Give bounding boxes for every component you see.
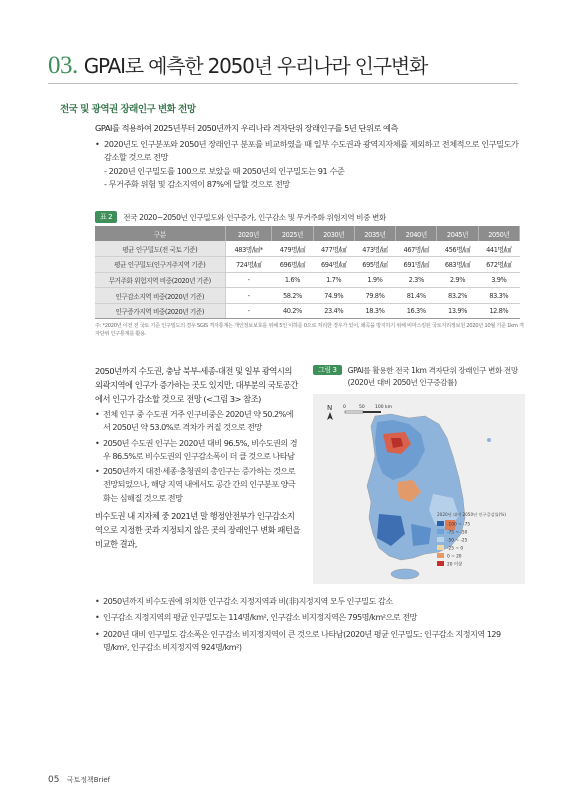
legend-label: 20 이상 <box>447 562 463 568</box>
population-table <box>95 226 520 319</box>
table-cell: 74.9% <box>313 288 354 304</box>
analysis-bullet <box>95 408 300 435</box>
bullet-dot: • <box>95 409 100 419</box>
scale-label: 100 km <box>375 405 393 410</box>
legend-label: -50 ~ -25 <box>447 538 468 544</box>
table-cell: 456명/㎢ <box>437 241 478 257</box>
row-label: 평균 인구밀도(전 국토 기준) <box>95 241 225 257</box>
page-title: GPAI로 예측한 2050년 우리나라 인구변화 <box>83 54 428 78</box>
figure-tag: 그림 3 <box>313 365 342 375</box>
table-cell: 694명/㎢ <box>313 257 354 273</box>
sub-bullet-item: - 2020년 인구밀도를 100으로 보았을 때 2050년의 인구밀도는 91 수준 <box>104 165 345 176</box>
legend-swatch <box>437 545 444 550</box>
row-label: 인구증가지역 비중(2020년 기준) <box>95 303 225 319</box>
table-header-row <box>95 226 520 241</box>
legend-swatch <box>437 561 444 566</box>
bullet-dot: • <box>95 612 100 623</box>
table-cell: - <box>225 272 272 288</box>
bullet-text: 2050년까지 대전·세종·충청권의 총인구는 증가하는 것으로 전망되었으나, 해당 지역 내에서도 공간 간의 인구분포 양극화는 심해질 것으로 전망 <box>103 466 296 503</box>
legend-swatch <box>437 529 444 534</box>
legend-label: -100 ~ -75 <box>447 522 471 528</box>
bullet-item <box>95 138 525 165</box>
comparison-bullet <box>95 611 525 624</box>
bullet-dot: • <box>95 596 100 606</box>
page-header <box>48 50 427 80</box>
table-cell: 81.4% <box>396 288 437 304</box>
table-cell: 696명/㎢ <box>272 257 313 273</box>
table-header-cell: 2035년 <box>354 226 395 241</box>
table-cell: 13.9% <box>437 303 478 319</box>
table-row <box>95 288 520 304</box>
section-number: 03. <box>48 52 78 79</box>
page-number: 05 <box>48 775 60 785</box>
table-cell: 695명/㎢ <box>354 257 395 273</box>
comparison-bullet <box>95 595 525 608</box>
table-cell: 79.8% <box>354 288 395 304</box>
table-header-cell: 구분 <box>95 226 225 241</box>
table-cell: - <box>225 288 272 304</box>
bullet-dot: • <box>95 437 100 448</box>
legend-title: 2020년 대비 2050년 인구증감률(%) <box>437 512 506 517</box>
table-cell: 2.3% <box>396 272 437 288</box>
population-change-map <box>313 394 525 584</box>
table-tag: 표 2 <box>95 211 117 223</box>
table-row <box>95 303 520 319</box>
table-cell: 23.4% <box>313 303 354 319</box>
table-cell: 672명/㎢ <box>478 257 519 273</box>
row-label: 무거주화 위험지역 비중(2020년 기준) <box>95 272 225 288</box>
table-cell: 1.7% <box>313 272 354 288</box>
table-row <box>95 241 520 257</box>
section-title: 전국 및 광역권 장래인구 변화 전망 <box>60 104 196 115</box>
table-cell: 473명/㎢ <box>354 241 395 257</box>
legend-label: -25 ~ 0 <box>447 546 464 552</box>
legend-swatch <box>437 553 444 558</box>
table-header-cell: 2040년 <box>396 226 437 241</box>
table-row <box>95 272 520 288</box>
table-caption <box>95 211 386 223</box>
table-cell: 441명/㎢ <box>478 241 519 257</box>
table-cell: 1.6% <box>272 272 313 288</box>
comparison-bullet <box>95 628 525 655</box>
scale-label: 0 <box>343 405 346 410</box>
bullet-text: 2050년 수도권 인구는 2020년 대비 96.5%, 비수도권의 경우 86.5%로 비수도권의 인구감소폭이 더 클 것으로 나타남 <box>103 437 298 461</box>
legend-swatch <box>437 521 444 526</box>
bullet-text: 전체 인구 중 수도권 거주 인구비중은 2020년 약 50.2%에서 2050년 약 53.0%로 격차가 커질 것으로 전망 <box>103 409 294 433</box>
table-cell: 683명/㎢ <box>437 257 478 273</box>
bullet-text: 2020년 대비 인구밀도 감소폭은 인구감소 비지정지역이 큰 것으로 나타남(2020년 평균 인구밀도: 인구감소 지정지역 129명/km², 인구감소 비지정지역 924명/km²) <box>103 628 501 652</box>
legend-label: -75 ~ -50 <box>447 530 468 536</box>
summary-bullets <box>95 138 525 191</box>
analysis-column <box>95 364 300 551</box>
table-caption-text: 전국 2020~2050년 인구밀도와 인구증가, 인구감소 및 무거주화 위험지역 비중 변화 <box>123 212 386 222</box>
table-cell: 83.2% <box>437 288 478 304</box>
table-cell: 12.8% <box>478 303 519 319</box>
bullet-dot: • <box>95 628 100 639</box>
figure-caption <box>313 365 525 388</box>
table-cell: 2.9% <box>437 272 478 288</box>
table-cell: 467명/㎢ <box>396 241 437 257</box>
table-cell: 83.3% <box>478 288 519 304</box>
north-arrow-icon <box>327 412 333 420</box>
bullet-dot: • <box>95 466 100 477</box>
table-cell: 483명/㎢* <box>225 241 272 257</box>
table-header-cell: 2025년 <box>272 226 313 241</box>
table-cell: 3.9% <box>478 272 519 288</box>
row-label: 평균 인구밀도(인구거주지역 기준) <box>95 257 225 273</box>
bullet-dot: • <box>95 139 100 149</box>
legend-swatch <box>437 537 444 542</box>
bullet-text: 인구감소 지정지역의 평균 인구밀도는 114명/km², 인구감소 비지정지역은 795명/km²으로 전망 <box>103 612 417 623</box>
header-divider <box>48 83 518 84</box>
scale-label: 50 <box>359 405 365 410</box>
bullet-text: 2050년까지 비수도권에 위치한 인구감소 지정지역과 비(非)지정지역 모두 인구밀도 감소 <box>103 596 393 606</box>
table-cell: 479명/㎢ <box>272 241 313 257</box>
figure-caption-text: GPAI를 활용한 전국 1km 격자단위 장래인구 변화 전망(2020년 대비 2050년 인구증감률) <box>347 366 518 387</box>
table-cell: 40.2% <box>272 303 313 319</box>
analysis-bullet <box>95 437 300 464</box>
lead-sentence: GPAI를 적용하여 2025년부터 2050년까지 우리나라 격자단위 장래인구를 5년 단위로 예측 <box>95 123 398 133</box>
sub-bullet-item: - 무거주화 위험 및 감소지역이 87%에 달할 것으로 전망 <box>104 178 290 189</box>
north-arrow-label: N <box>327 404 333 412</box>
table-cell: 724명/㎢ <box>225 257 272 273</box>
row-label: 인구감소지역 비중(2020년 기준) <box>95 288 225 304</box>
table-cell: 691명/㎢ <box>396 257 437 273</box>
table-header-cell: 2020년 <box>225 226 272 241</box>
analysis-paragraph: 2050년까지 수도권, 충남 북부-세종-대전 및 일부 광역시의 외곽지역에 인구가 증가하는 곳도 있지만, 대부분의 국토공간에서 인구가 감소할 것으로 전망 (<그림 3> 참조) <box>95 366 298 404</box>
table-cell: 477명/㎢ <box>313 241 354 257</box>
publication-name: 국토정책Brief <box>66 776 111 784</box>
table-header-cell: 2030년 <box>313 226 354 241</box>
analysis-paragraph: 비수도권 내 지자체 중 2021년 말 행정안전부가 인구감소지역으로 지정한 곳과 지정되지 않은 곳의 장래인구 변화 패턴을 비교한 결과, <box>95 511 300 550</box>
table-cell: 16.3% <box>396 303 437 319</box>
bullet-text: 2020년도 인구분포와 2050년 장래인구 분포를 비교하였을 때 일부 수도권과 광역지자체를 제외하고 전체적으로 인구밀도가 감소할 것으로 전망 <box>104 139 519 163</box>
comparison-bullets <box>95 595 525 657</box>
korea-map-graphic <box>313 394 525 584</box>
table-cell: 18.3% <box>354 303 395 319</box>
table-note: 주: *2020년 이전 전 국토 기준 인구밀도의 경우 SGIS 격자통계는 개인정보보호를 위해 5인 이하를 0으로 처리한 경우가 있어, 왜곡을 방지하기 위해 비마스킹된 국토지리정보원 2020년 10월 기준 1km 격자단위 인구통계를 활용. <box>95 323 524 337</box>
table-header-cell: 2050년 <box>478 226 519 241</box>
legend-label: 0 ~ 20 <box>447 554 462 560</box>
table-cell: - <box>225 303 272 319</box>
page-footer <box>48 775 110 785</box>
analysis-bullet <box>95 465 300 505</box>
table-header-cell: 2045년 <box>437 226 478 241</box>
jeju-island <box>391 569 419 579</box>
ulleung-island <box>487 438 491 442</box>
table-cell: 58.2% <box>272 288 313 304</box>
table-cell: 1.9% <box>354 272 395 288</box>
table-row <box>95 257 520 273</box>
